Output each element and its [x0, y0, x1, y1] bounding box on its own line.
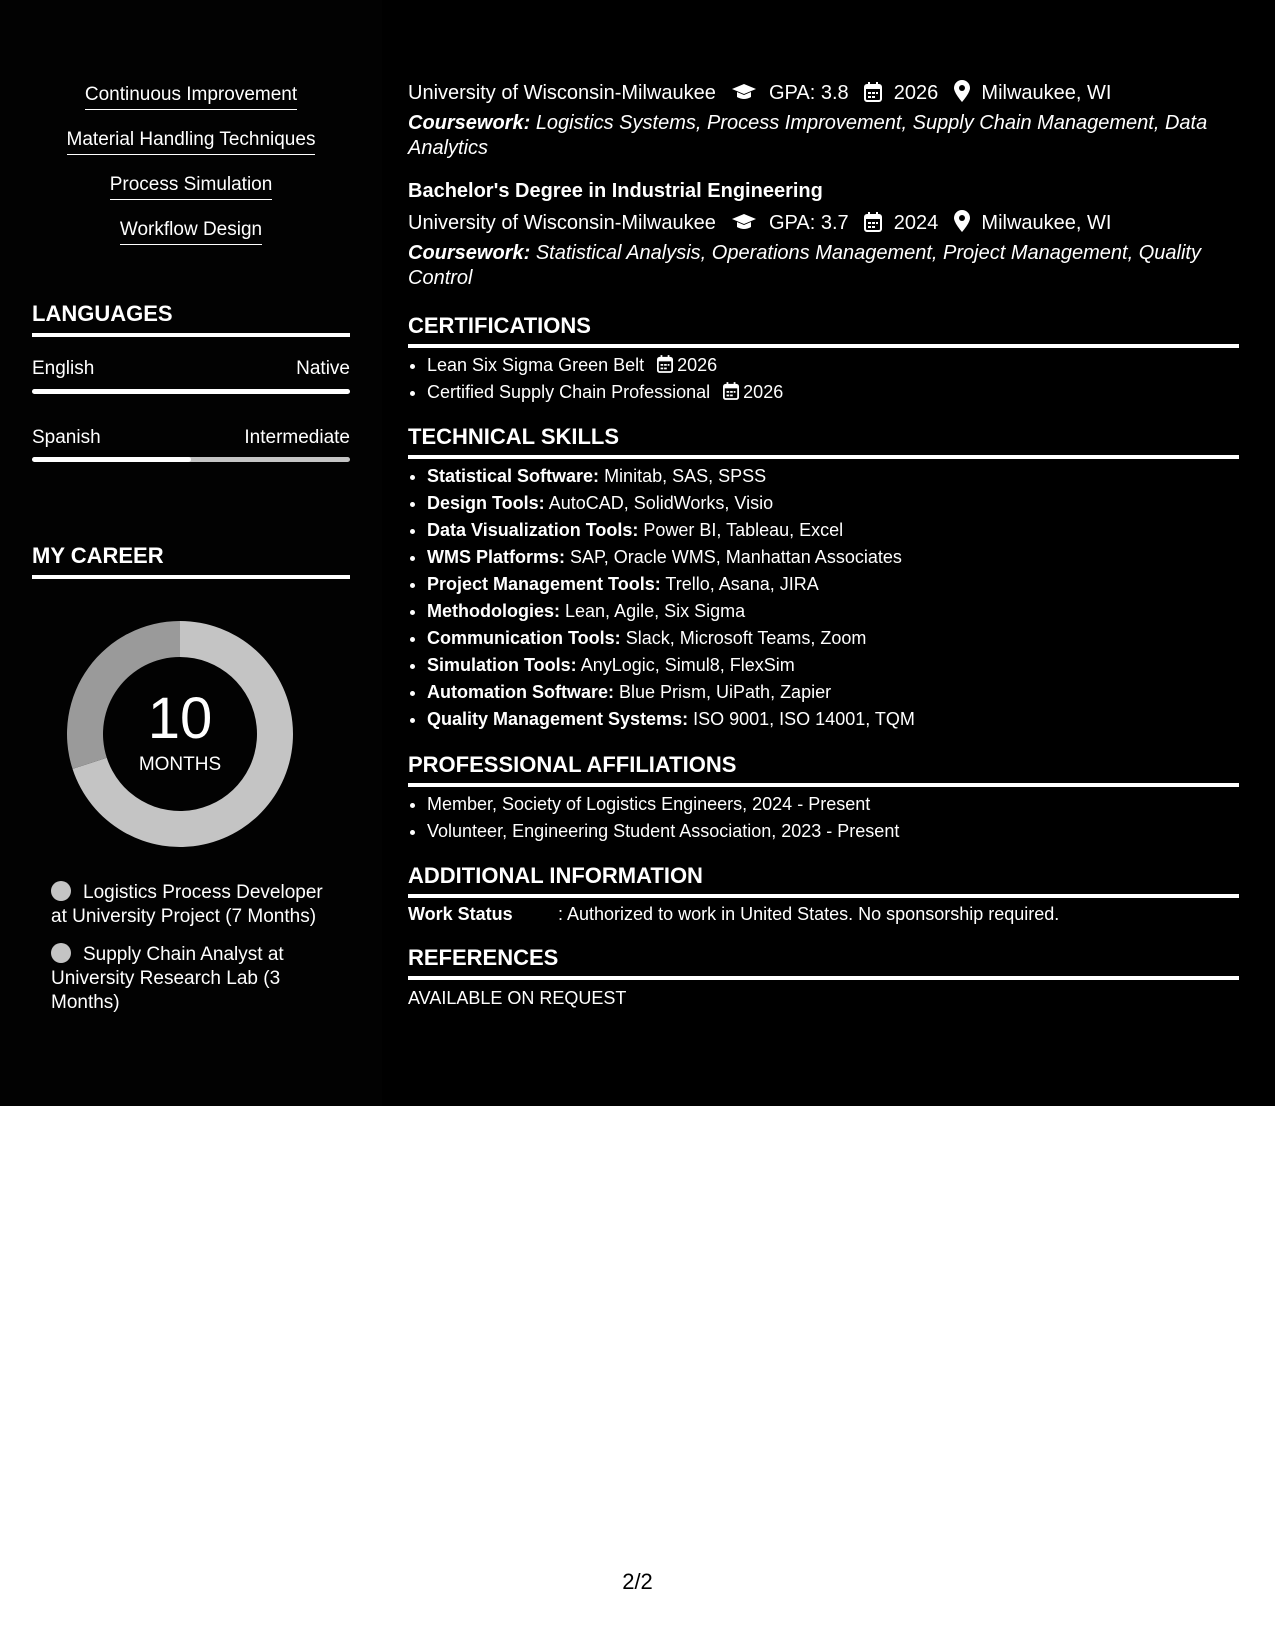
location-pin-icon — [954, 80, 970, 108]
gpa: GPA: 3.8 — [769, 82, 849, 104]
gpa: GPA: 3.7 — [769, 212, 849, 234]
coursework: Coursework: Statistical Analysis, Operations Management, Project Management, Quality Control — [408, 242, 1201, 289]
affiliations-heading: PROFESSIONAL AFFILIATIONS — [408, 752, 1239, 787]
proficiency-fill — [32, 389, 350, 394]
proficiency-fill — [32, 457, 191, 462]
calendar-icon — [864, 82, 882, 108]
location: Milwaukee, WI — [981, 212, 1112, 234]
graduation-cap-icon — [731, 82, 757, 108]
affiliation-item: • Member, Society of Logistics Engineers, 2024 - Present — [427, 791, 1239, 818]
coursework-label: Coursework: — [408, 112, 531, 134]
page-number: 2/2 — [622, 1569, 653, 1594]
calendar-icon — [657, 352, 677, 379]
skill-row: • Design Tools: AutoCAD, SolidWorks, Visio — [427, 490, 1239, 517]
sidebar — [0, 0, 382, 1106]
technical-skills-heading: TECHNICAL SKILLS — [408, 424, 1239, 459]
coursework: Coursework: Logistics Systems, Process Improvement, Supply Chain Management, Data Analytics — [408, 112, 1208, 159]
career-total: 10 — [147, 686, 213, 751]
skill-item: Material Handling Techniques — [0, 129, 382, 155]
career-item: Logistics Process Developer at University Project (7 Months) — [51, 882, 323, 927]
school-name: University of Wisconsin-Milwaukee — [408, 212, 716, 234]
location-pin-icon — [954, 210, 970, 238]
skill-item: Process Simulation — [0, 174, 382, 200]
references-heading: REFERENCES — [408, 945, 1239, 980]
language-proficiency-bar — [32, 457, 350, 462]
language-level: Intermediate — [244, 427, 350, 448]
affiliation-item: • Volunteer, Engineering Student Association, 2023 - Present — [427, 818, 1239, 845]
calendar-icon — [864, 212, 882, 238]
calendar-icon — [723, 379, 743, 406]
career-dot-icon — [51, 881, 71, 901]
skill-row: • Automation Software: Blue Prism, UiPath, Zapier — [427, 679, 1239, 706]
language-level: Native — [296, 358, 350, 379]
skill-row: • Simulation Tools: AnyLogic, Simul8, FlexSim — [427, 652, 1239, 679]
affiliations-list — [408, 791, 1239, 845]
degree-title: Bachelor's Degree in Industrial Engineering — [408, 180, 823, 202]
skill-row: • Data Visualization Tools: Power BI, Tableau, Excel — [427, 517, 1239, 544]
work-status-value: : Authorized to work in United States. No sponsorship required. — [558, 904, 1060, 924]
skill-row: • Statistical Software: Minitab, SAS, SPSS — [427, 463, 1239, 490]
education-meta — [408, 210, 1111, 238]
languages-heading: LANGUAGES — [32, 301, 350, 337]
language-name: Spanish — [32, 427, 101, 448]
work-status-label: Work Status — [408, 904, 513, 924]
graduation-year: 2024 — [893, 212, 939, 234]
coursework-label: Coursework: — [408, 242, 531, 264]
references-text: AVAILABLE ON REQUEST — [408, 988, 627, 1008]
career-dot-icon — [51, 943, 71, 963]
school-name: University of Wisconsin-Milwaukee — [408, 82, 716, 104]
location: Milwaukee, WI — [981, 82, 1112, 104]
career-unit: MONTHS — [138, 754, 222, 775]
career-heading: MY CAREER — [32, 543, 350, 579]
graduation-cap-icon — [731, 212, 757, 238]
language-row — [32, 358, 350, 380]
skill-row: • Quality Management Systems: ISO 9001, ISO 14001, TQM — [427, 706, 1239, 733]
certification-item: • Certified Supply Chain Professional 2026 — [427, 379, 1239, 406]
language-name: English — [32, 358, 95, 379]
language-proficiency-bar — [32, 389, 350, 394]
skill-row: • WMS Platforms: SAP, Oracle WMS, Manhattan Associates — [427, 544, 1239, 571]
certifications-heading: CERTIFICATIONS — [408, 313, 1239, 348]
work-status-row — [408, 904, 1059, 925]
skill-row: • Methodologies: Lean, Agile, Six Sigma — [427, 598, 1239, 625]
skill-item: Continuous Improvement — [0, 84, 382, 110]
skill-item: Workflow Design — [0, 219, 382, 245]
additional-info-heading: ADDITIONAL INFORMATION — [408, 863, 1239, 898]
technical-skills-list — [408, 463, 1239, 733]
certifications-list — [408, 352, 1239, 406]
language-row — [32, 427, 350, 449]
graduation-year: 2026 — [893, 82, 939, 104]
education-meta — [408, 80, 1111, 108]
career-item: Supply Chain Analyst at University Research Lab (3 Months) — [51, 944, 284, 1013]
skill-row: • Communication Tools: Slack, Microsoft Teams, Zoom — [427, 625, 1239, 652]
skill-row: • Project Management Tools: Trello, Asana, JIRA — [427, 571, 1239, 598]
certification-item: • Lean Six Sigma Green Belt 2026 — [427, 352, 1239, 379]
